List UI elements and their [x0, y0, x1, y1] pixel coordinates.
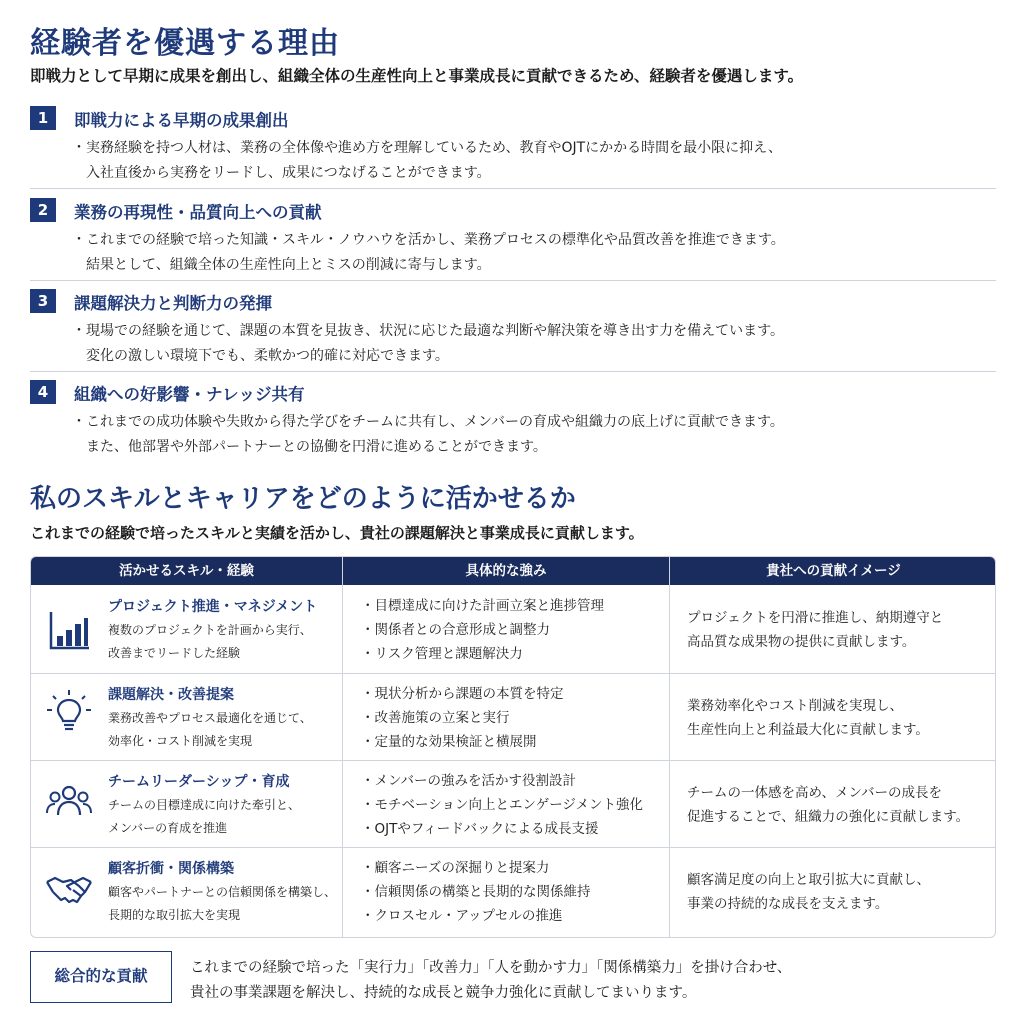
strength-item: ・現状分析から課題の本質を特定	[361, 686, 564, 702]
summary-line: これまでの経験で培った「実行力」「改善力」「人を動かす力」「関係構築力」を掛け合わせ、	[190, 960, 792, 976]
strength-item: ・目標達成に向けた計画立案と進捗管理	[361, 598, 604, 614]
reason-line: 結果として、組織全体の生産性向上とミスの削減に寄与します。	[86, 257, 491, 273]
section-lead-skills: これまでの経験で培ったスキルと実績を活かし、貴社の課題解決と事業成長に貢献します。	[30, 524, 644, 542]
summary-text	[190, 956, 791, 1006]
summary-line: 貴社の事業課題を解決し、持続的な成長と競争力強化に貢献してまいります。	[190, 985, 697, 1001]
skill-title: プロジェクト推進・マネジメント	[108, 599, 318, 615]
skill-title: 顧客折衝・関係構築	[108, 861, 234, 877]
strength-item: ・クロスセル・アップセルの推進	[361, 908, 563, 924]
column-header-skill: 活かせるスキル・経験	[119, 563, 254, 579]
contribution-line: プロジェクトを円滑に推進し、納期遵守と	[687, 610, 944, 626]
contribution-line: 事業の持続的な成長を支えます。	[687, 896, 889, 912]
contribution-line: 業務効率化やコスト削減を実現し、	[687, 698, 903, 714]
contribution-line: 高品質な成果物の提供に貢献します。	[687, 634, 916, 650]
skill-description-line: 顧客やパートナーとの信頼関係を構築し、	[108, 885, 337, 899]
skill-description-line: 複数のプロジェクトを計画から実行、	[108, 623, 312, 637]
skill-description-line: 長期的な取引拡大を実現	[108, 908, 241, 922]
reason-body	[72, 228, 785, 278]
table-header	[31, 557, 996, 585]
strengths-list	[361, 594, 604, 666]
table-row	[31, 848, 996, 935]
table-row	[31, 674, 996, 761]
handshake-icon	[45, 866, 93, 914]
reason-line: ・実務経験を持つ人材は、業務の全体像や進め方を理解しているため、教育やOJTにかかる時間を最小限に抑え、	[72, 140, 782, 156]
skill-description	[108, 619, 312, 665]
strengths-list	[361, 856, 591, 928]
contribution-line: チームの一体感を高め、メンバーの成長を	[687, 785, 943, 801]
divider	[30, 371, 996, 372]
strength-item: ・関係者との合意形成と調整力	[361, 622, 550, 638]
divider	[30, 280, 996, 281]
strengths-list	[361, 769, 643, 841]
reason-body	[72, 319, 784, 369]
reason-line: また、他部署や外部パートナーとの協働を円滑に進めることができます。	[86, 439, 547, 455]
strength-item: ・信頼関係の構築と長期的な関係維持	[361, 884, 591, 900]
reason-number: 2	[30, 198, 56, 222]
reason-number: 3	[30, 289, 56, 313]
strength-item: ・モチベーション向上とエンゲージメント強化	[361, 797, 644, 813]
bar-chart-icon	[45, 606, 93, 654]
reason-title: 組織への好影響・ナレッジ共有	[74, 385, 305, 404]
reason-title: 業務の再現性・品質向上への貢献	[74, 203, 322, 222]
contribution-text	[687, 781, 969, 829]
divider	[30, 188, 996, 189]
strength-item: ・メンバーの強みを活かす役割設計	[361, 773, 577, 789]
reason-body	[72, 136, 782, 186]
reason-line: 入社直後から実務をリードし、成果につなげることができます。	[86, 165, 491, 181]
strength-item: ・顧客ニーズの深掘りと提案力	[361, 860, 550, 876]
strengths-list	[361, 682, 564, 754]
contribution-text	[687, 868, 930, 916]
table-row	[31, 586, 996, 673]
contribution-line: 促進することで、組織力の強化に貢献します。	[687, 809, 970, 825]
column-header-contribution: 貴社への貢献イメージ	[766, 563, 901, 579]
reason-title: 即戦力による早期の成果創出	[74, 111, 289, 130]
contribution-line: 顧客満足度の向上と取引拡大に貢献し、	[687, 872, 930, 888]
reason-body	[72, 410, 784, 460]
strength-item: ・OJTやフィードバックによる成長支援	[361, 821, 599, 837]
reason-line: 変化の激しい環境下でも、柔軟かつ的確に対応できます。	[86, 348, 449, 364]
skill-description-line: 改善までリードした経験	[108, 646, 241, 660]
summary-label: 総合的な貢献	[30, 951, 172, 1003]
team-icon	[45, 777, 93, 825]
table-row	[31, 761, 996, 848]
reason-line: ・現場での経験を通じて、課題の本質を見抜き、状況に応じた最適な判断や解決策を導き出す力を備えています。	[72, 323, 785, 339]
reason-number: 1	[30, 106, 56, 130]
reason-line: ・これまでの経験で培った知識・スキル・ノウハウを活かし、業務プロセスの標準化や品質改善を推進できます。	[72, 232, 785, 248]
section-title-skills: 私のスキルとキャリアをどのように活かせるか	[30, 484, 576, 514]
section-lead-reasons: 即戦力として早期に成果を創出し、組織全体の生産性向上と事業成長に貢献できるため、経験者を優遇します。	[30, 67, 804, 85]
skill-description	[108, 794, 300, 840]
section-title-reasons: 経験者を優遇する理由	[30, 26, 340, 61]
strength-item: ・改善施策の立案と実行	[361, 710, 510, 726]
skill-description-line: 業務改善やプロセス最適化を通じて、	[108, 711, 312, 725]
skill-title: チームリーダーシップ・育成	[108, 774, 290, 790]
skill-description	[108, 881, 336, 927]
contribution-text	[687, 694, 929, 742]
strength-item: ・リスク管理と課題解決力	[361, 646, 523, 662]
skills-table	[30, 556, 996, 938]
contribution-line: 生産性向上と利益最大化に貢献します。	[687, 722, 929, 738]
skill-description-line: メンバーの育成を推進	[108, 821, 228, 835]
skill-description-line: 効率化・コスト削減を実現	[108, 734, 253, 748]
strength-item: ・定量的な効果検証と横展開	[361, 734, 537, 750]
column-header-strengths: 具体的な強み	[465, 563, 547, 579]
reason-number: 4	[30, 380, 56, 404]
reason-line: ・これまでの成功体験や失敗から得た学びをチームに共有し、メンバーの育成や組織力の底上げに貢献できます。	[72, 414, 784, 430]
skill-description	[108, 707, 312, 753]
contribution-text	[687, 606, 943, 654]
skill-description-line: チームの目標達成に向けた牽引と、	[108, 798, 301, 812]
lightbulb-icon	[45, 688, 93, 736]
reason-title: 課題解決力と判断力の発揮	[74, 294, 272, 313]
skill-title: 課題解決・改善提案	[108, 687, 234, 703]
